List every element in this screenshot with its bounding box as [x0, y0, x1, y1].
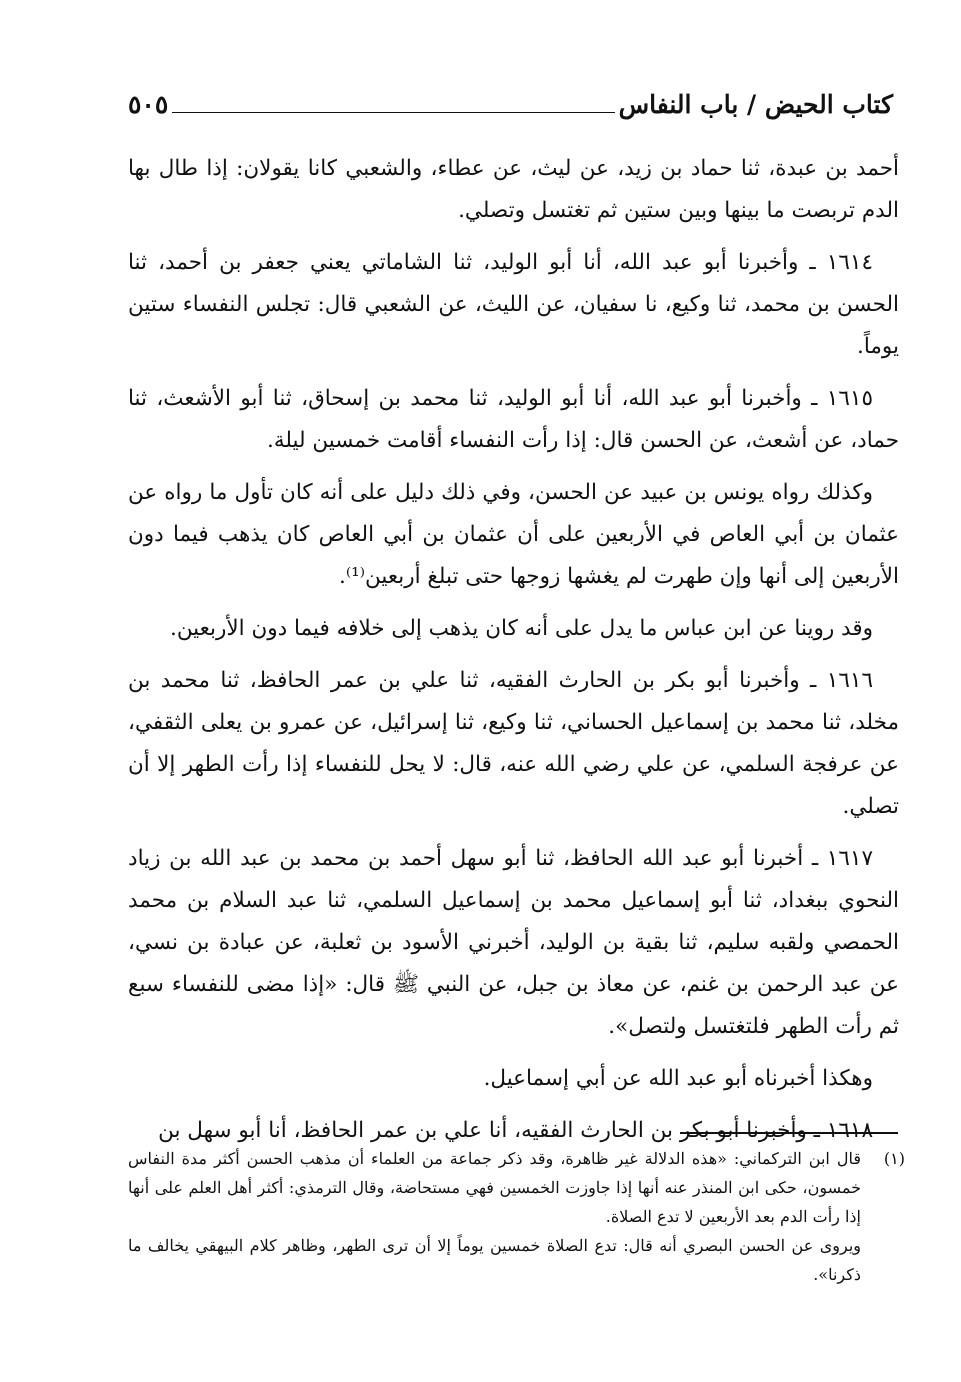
footnote	[128, 1144, 905, 1289]
hadith-1614: ١٦١٤ ـ وأخبرنا أبو عبد الله، أنا أبو الوليد، ثنا الشاماتي يعني جعفر بن أحمد، ثنا الحسن بن محمد، ثنا وكيع، نا سفيان، عن الليث، عن الشعبي قال: تجلس النفساء ستين يوماً.	[128, 250, 899, 359]
footnotes	[128, 1144, 905, 1289]
footnote-separator	[680, 1132, 898, 1134]
footnote-text: ويروى عن الحسن البصري أنه قال: تدع الصلاة خمسين يوماً إلا أن ترى الطهر، وظاهر كلام البيهقي يخالف ما ذكرنا».	[128, 1236, 861, 1284]
hadith-1616: ١٦١٦ ـ وأخبرنا أبو بكر بن الحارث الفقيه، ثنا علي بن عمر الحافظ، ثنا محمد بن مخلد، ثنا محمد بن إسماعيل الحساني، ثنا وكيع، ثنا إسرائيل، عن عمرو بن يعلى الثقفي، عن عرفجة السلمي، عن علي رضي الله عنه، قال: لا يحل للنفساء إذا رأت الطهر إلا أن تصلي.	[128, 668, 899, 819]
footnote-text: قال ابن التركماني: «هذه الدلالة غير ظاهرة، وقد ذكر جماعة من العلماء أن مذهب الحسن أكثر مدة النفاس خمسون، حكى ابن المنذر عنه أنها إذا جاوزت الخمسين فهي مستحاضة، وقال الترمذي: أكثر أهل العلم على أنها إذا رأت الدم بعد الأربعين لا تدع الصلاة.	[128, 1149, 862, 1226]
commentary-paragraph: وهكذا أخبرناه أبو عبد الله عن أبي إسماعيل.	[483, 1066, 873, 1091]
hadith-1618: ١٦١٨ ـ وأخبرنا أبو بكر بن الحارث الفقيه، أنا علي بن عمر الحافظ، أنا أبو سهل بن	[158, 1118, 873, 1143]
chapter-title: كتاب الحيض / باب النفاس	[618, 89, 893, 119]
footnote-number: (١)	[883, 1149, 905, 1168]
paragraph-continuation: أحمد بن عبدة، ثنا حماد بن زيد، عن ليث، عن عطاء، والشعبي كانا يقولان: إذا طال بها الدم تربصت ما بينها وبين ستين ثم تغتسل وتصلي.	[128, 156, 899, 223]
main-text	[128, 148, 899, 1162]
hadith-1615: ١٦١٥ ـ وأخبرنا أبو عبد الله، أنا أبو الوليد، ثنا محمد بن إسحاق، ثنا أبو الأشعث، ثنا حماد، عن أشعث، عن الحسن قال: إذا رأت النفساء أقامت خمسين ليلة.	[128, 386, 899, 453]
page-number: ٥٠٥	[128, 89, 169, 119]
hadith-1617: ١٦١٧ ـ أخبرنا أبو عبد الله الحافظ، ثنا أبو سهل أحمد بن محمد بن عبد الله بن زياد النحوي ببغداد، ثنا أبو إسماعيل محمد بن إسماعيل السلمي، ثنا عبد السلام بن محمد الحمصي ولقبه سليم، ثنا بقية بن الوليد، أخبرني الأسود بن ثعلبة، عن عبادة بن نسي، عن عبد الرحمن بن غنم، عن معاذ بن جبل، عن النبي ﷺ قال: «إذا مضى للنفساء سبع ثم رأت الطهر فلتغتسل ولتصل».	[128, 846, 899, 1039]
header-rule	[172, 112, 614, 113]
running-header	[128, 84, 893, 124]
commentary-paragraph: وكذلك رواه يونس بن عبيد عن الحسن، وفي ذلك دليل على أنه كان تأول ما رواه عن عثمان بن أبي العاص في الأربعين على أن عثمان بن أبي العاص كان يذهب فيما دون الأربعين إلى أنها وإن طهرت لم يغشها زوجها حتى تبلغ أربعين⁽¹⁾.	[128, 480, 899, 589]
commentary-paragraph: وقد روينا عن ابن عباس ما يدل على أنه كان يذهب إلى خلافه فيما دون الأربعين.	[169, 616, 873, 641]
